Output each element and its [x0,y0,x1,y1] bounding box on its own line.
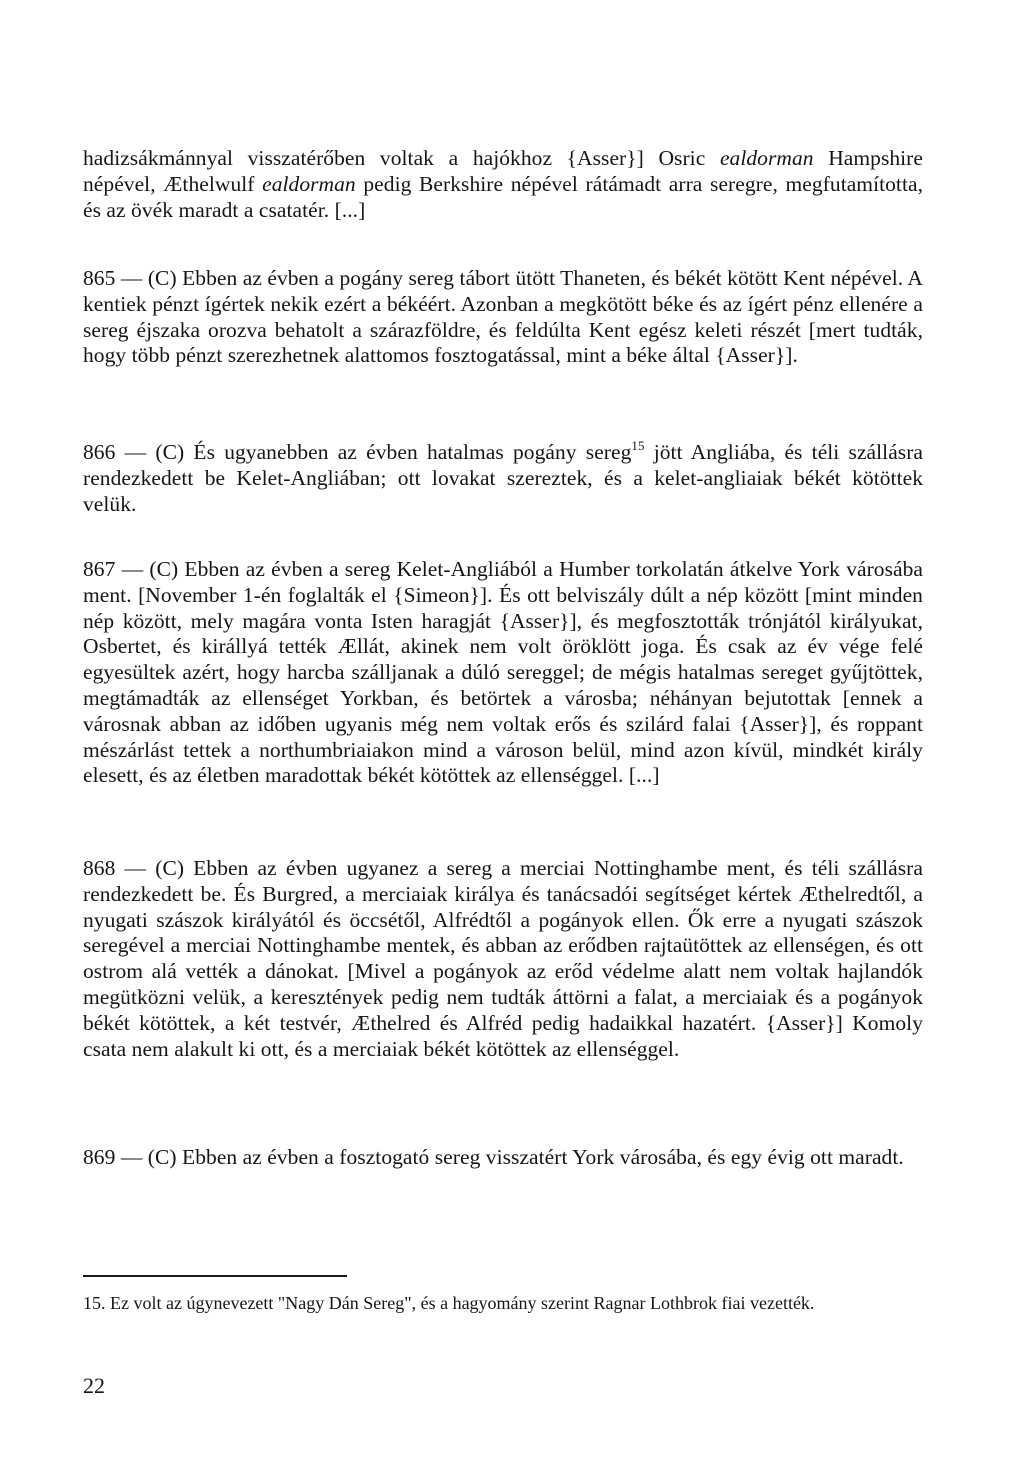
paragraph-text: pedig Berkshire népével rátámadt arra seregre, megfutamította, és az övék maradt a csatatér. [...] [83,171,923,222]
paragraph-continuation [83,146,923,223]
entry-868: 868 — (C) Ebben az évben ugyanez a sereg a merciai Nottinghambe ment, és téli szállásra rendezkedett be. És Burgred, a merciaiak királya és tanácsadói segítséget kértek Æthelredtől, a nyugati szászok királyától és öccsétől, Alfrédtől a pogányok ellen. Ők erre a nyugati szászok seregével a merciai Nottinghambe mentek, és abban az erődben rajtaütöttek az ellenségen, és ott ostrom alá vették a dánokat. [Mivel a pogányok az erőd védelme alatt nem voltak hajlandók megütközni velük, a keresztények pedig nem tudták áttörni a falat, a merciaiak és a pogányok békét kötöttek, a két testvér, Æthelred és Alfréd pedig hadaikkal hazatért. {Asser}] Komoly csata nem alakult ki ott, és a merciaiak békét kötöttek az ellenséggel. [83,856,923,1061]
paragraph-text: 866 — (C) És ugyanebben az évben hatalmas pogány sereg [83,440,632,464]
italic-term: ealdorman [719,146,814,170]
entry-865: 865 — (C) Ebben az évben a pogány sereg tábort ütött Thaneten, és békét kötött Kent népével. A kentiek pénzt ígértek nekik ezért a békéért. Azonban a megkötött béke és az ígért pénz ellenére a sereg éjszaka orozva behatolt a szárazföldre, és feldúlta Kent egész keleti részét [mert tudták, hogy több pénzt szerezhetnek alattomos fosztogatással, mint a béke által {Asser}]. [83,266,923,368]
entry-869: 869 — (C) Ebben az évben a fosztogató sereg visszatért York városába, és egy évig ott maradt. [83,1145,904,1169]
paragraph-text: hadizsákmánnyal visszatérőben voltak a hajókhoz {Asser}] Osric [83,146,720,170]
footnote: 15. Ez volt az úgynevezett "Nagy Dán Sereg", és a hagyomány szerint Ragnar Lothbrok fiai vezették. [83,1293,815,1313]
italic-term: ealdorman [262,171,356,196]
paragraph-text: jött Angliába, és téli szállásra rendezkedett be Kelet-Angliában; ott lovakat szereztek, és a kelet-angliaiak békét kötöttek velük. [83,440,924,516]
entry-867: 867 — (C) Ebben az évben a sereg Kelet-Angliából a Humber torkolatán átkelve York városába ment. [November 1-én foglalták el {Simeon}]. És ott belviszály dúlt a nép között [mint minden nép között, mely magára vonta Isten haragját {Asser}], és megfosztották trónjától királyukat, Osbertet, és királlyá tették Ællát, akinek nem volt öröklött joga. És csak az év vége felé egyesültek azért, hogy harcba szálljanak a dúló sereggel; de mégis hatalmas sereget gyűjtöttek, megtámadták az ellenséget Yorkban, és betörtek a városba; néhányan bejutottak [ennek a városnak abban az időben ugyanis még nem voltak erős és szilárd falai {Asser}], és roppant mészárlást tettek a northumbriaiakon mind a városon belül, mind azon kívül, mindkét király elesett, és az életben maradottak békét kötöttek az ellenséggel. [...] [83,557,923,788]
footnote-divider [83,1275,347,1277]
paragraph-text: Hampshire népével, Æthelwulf [83,146,923,196]
entry-866 [83,440,923,517]
page-number: 22 [83,1373,105,1398]
footnote-reference: 15 [631,438,645,453]
